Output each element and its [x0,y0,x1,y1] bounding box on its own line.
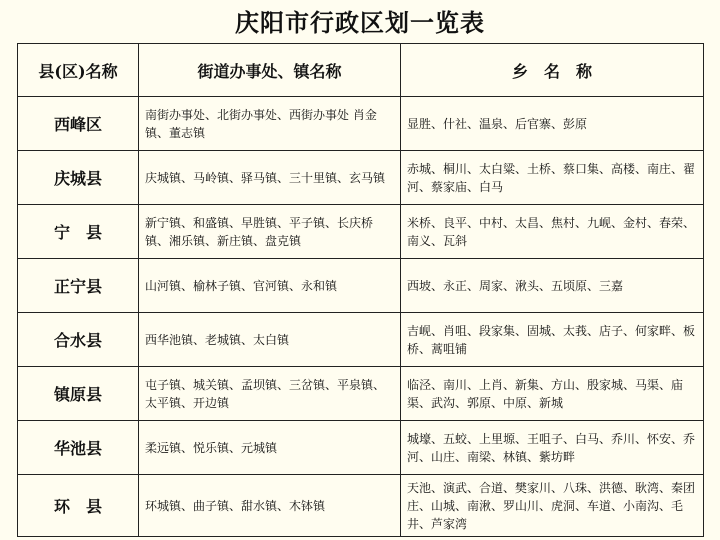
county-name: 华池县 [18,421,139,475]
townships-cell: 城壕、五蛟、上里塬、王咀子、白马、乔川、怀安、乔河、山庄、南梁、林镇、紫坊畔 [401,421,704,475]
division-table [17,43,704,537]
header-towns: 街道办事处、镇名称 [139,44,401,97]
table-row [18,259,704,313]
page-title: 庆阳市行政区划一览表 [235,8,485,37]
table-row [18,367,704,421]
townships-cell: 赤城、桐川、太白粱、土桥、蔡口集、高楼、南庄、翟河、蔡家庙、白马 [401,151,704,205]
table-row [18,313,704,367]
county-name: 宁 县 [18,205,139,259]
towns-cell: 西华池镇、老城镇、太白镇 [139,313,401,367]
county-name: 合水县 [18,313,139,367]
townships-cell: 临泾、南川、上肖、新集、方山、殷家城、马渠、庙渠、武沟、郭原、中原、新城 [401,367,704,421]
townships-cell: 显胜、什社、温泉、后官寨、彭原 [401,97,704,151]
table-row [18,97,704,151]
towns-cell: 庆城镇、马岭镇、驿马镇、三十里镇、玄马镇 [139,151,401,205]
header-townships: 乡 名 称 [401,44,704,97]
towns-cell: 南街办事处、北街办事处、西街办事处 肖金镇、董志镇 [139,97,401,151]
townships-cell: 米桥、良平、中村、太昌、焦村、九岘、金村、春荣、南义、瓦斜 [401,205,704,259]
header-row [18,44,704,97]
table-row [18,421,704,475]
towns-cell: 新宁镇、和盛镇、早胜镇、平子镇、长庆桥镇、湘乐镇、新庄镇、盘克镇 [139,205,401,259]
county-name: 西峰区 [18,97,139,151]
table-row [18,205,704,259]
county-name: 环 县 [18,475,139,537]
townships-cell: 吉岘、肖咀、段家集、固城、太莪、店子、何家畔、板桥、蒿咀铺 [401,313,704,367]
townships-cell: 西坡、永正、周家、湫头、五顷原、三嘉 [401,259,704,313]
towns-cell: 柔远镇、悦乐镇、元城镇 [139,421,401,475]
table-row [18,151,704,205]
towns-cell: 山河镇、榆林子镇、官河镇、永和镇 [139,259,401,313]
header-county: 县(区)名称 [18,44,139,97]
table-row [18,475,704,537]
towns-cell: 环城镇、曲子镇、甜水镇、木钵镇 [139,475,401,537]
county-name: 正宁县 [18,259,139,313]
townships-cell: 天池、演武、合道、樊家川、八珠、洪德、耿湾、秦团庄、山城、南湫、罗山川、虎洞、车道、小南沟、毛井、芦家湾 [401,475,704,537]
towns-cell: 屯子镇、城关镇、孟坝镇、三岔镇、平泉镇、太平镇、开边镇 [139,367,401,421]
county-name: 庆城县 [18,151,139,205]
county-name: 镇原县 [18,367,139,421]
